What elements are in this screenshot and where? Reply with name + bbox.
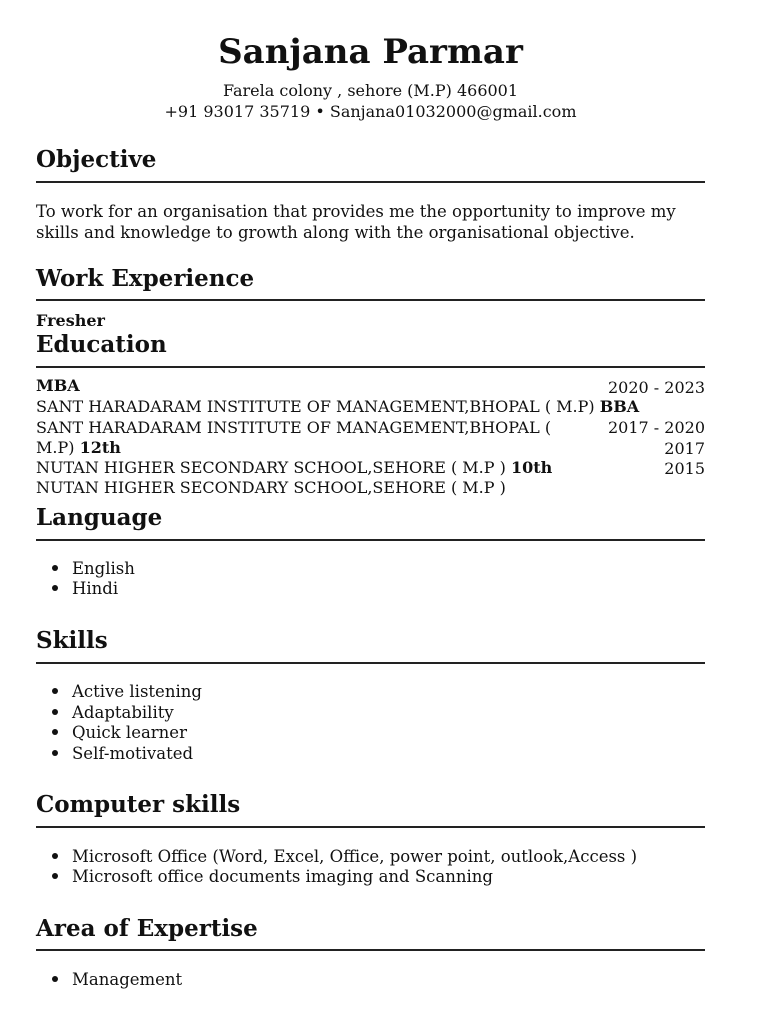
education-institute-12th-text: NUTAN HIGHER SECONDARY SCHOOL,SEHORE ( M.P )	[36, 458, 506, 477]
education-years-10th: 2015	[664, 459, 705, 478]
objective-line-2: skills and knowledge to growth along with the organisational objective.	[36, 223, 635, 242]
bullet-icon	[52, 853, 58, 859]
computer-skill-item: Microsoft office documents imaging and Scanning	[52, 867, 493, 888]
expertise-divider	[36, 949, 705, 951]
skills-divider	[36, 662, 705, 664]
resume-page	[36, 0, 705, 1024]
bullet-icon	[52, 750, 58, 756]
language-divider	[36, 539, 705, 541]
work-experience-status: Fresher	[36, 311, 105, 330]
contact-line: +91 93017 35719 • Sanjana01032000@gmail.com	[164, 102, 577, 121]
education-years-12th: 2017	[664, 439, 705, 458]
education-institute-12th	[36, 458, 552, 478]
education-heading: Education	[36, 331, 167, 358]
computer-skill-item: Microsoft Office (Word, Excel, Office, power point, outlook,Access )	[52, 847, 637, 868]
expertise-item: Management	[52, 970, 182, 991]
education-degree-bba: BBA	[599, 397, 640, 416]
skill-item: Self-motivated	[52, 744, 193, 765]
bullet-icon	[52, 585, 58, 591]
objective-line-1: To work for an organisation that provides me the opportunity to improve my	[36, 202, 676, 221]
education-institute-mba	[36, 397, 639, 417]
education-degree-10th: 10th	[510, 458, 553, 477]
objective-heading: Objective	[36, 146, 157, 173]
education-institute-bba-line2-text: M.P)	[36, 438, 75, 457]
skill-item: Active listening	[52, 682, 202, 703]
bullet-icon	[52, 565, 58, 571]
skills-heading: Skills	[36, 627, 108, 654]
bullet-icon	[52, 709, 58, 715]
work-experience-divider	[36, 299, 705, 301]
education-degree-12th: 12th	[79, 438, 121, 457]
skill-item: Adaptability	[52, 703, 174, 724]
language-item: Hindi	[52, 579, 118, 600]
education-divider	[36, 366, 705, 368]
education-years-mba: 2020 - 2023	[607, 378, 705, 397]
work-experience-heading: Work Experience	[36, 265, 255, 292]
language-item: English	[52, 559, 135, 580]
language-heading: Language	[36, 504, 163, 531]
education-degree-mba: MBA	[36, 376, 80, 395]
expertise-heading: Area of Expertise	[36, 915, 258, 942]
computer-skills-divider	[36, 826, 705, 828]
objective-divider	[36, 181, 705, 183]
bullet-icon	[52, 729, 58, 735]
computer-skills-heading: Computer skills	[36, 791, 241, 818]
education-years-bba: 2017 - 2020	[607, 418, 705, 437]
address-line: Farela colony , sehore (M.P) 466001	[222, 81, 519, 100]
education-institute-bba-line2	[36, 438, 121, 458]
education-institute-mba-text: SANT HARADARAM INSTITUTE OF MANAGEMENT,BHOPAL ( M.P)	[36, 397, 595, 416]
bullet-icon	[52, 976, 58, 982]
bullet-icon	[52, 688, 58, 694]
bullet-icon	[52, 873, 58, 879]
education-institute-10th: NUTAN HIGHER SECONDARY SCHOOL,SEHORE ( M.P )	[36, 478, 506, 497]
skill-item: Quick learner	[52, 723, 187, 744]
candidate-name: Sanjana Parmar	[218, 32, 523, 72]
education-institute-bba-line1: SANT HARADARAM INSTITUTE OF MANAGEMENT,BHOPAL (	[36, 418, 552, 437]
